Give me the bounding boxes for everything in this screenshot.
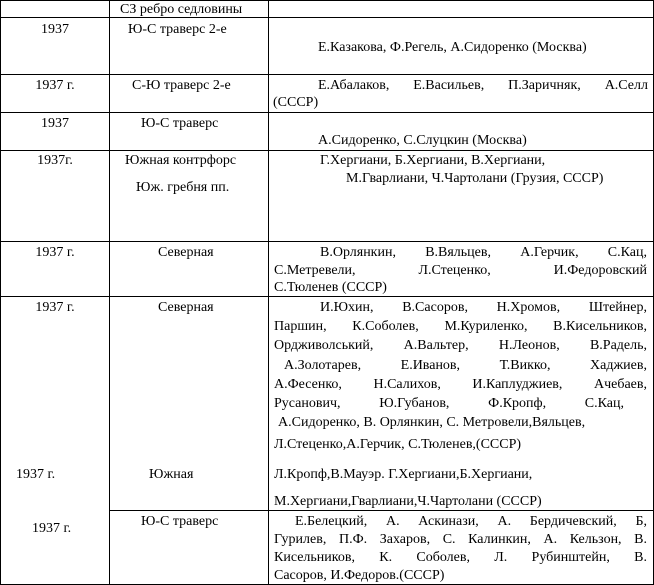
row-divider: [0, 17, 654, 18]
row-divider: [0, 241, 654, 242]
row-route: Северная: [158, 300, 214, 315]
row-participants: Е.Белецкий, А. Аскинази, А. Бердичевский, Б,: [295, 514, 647, 529]
row-participants: Русанович, Ю.Губанов, Ф.Кропф, С.Кац,: [274, 396, 624, 411]
row-participants: А.Золотарев, Е.Иванов, Т.Викко, Хаджиев,: [284, 358, 647, 373]
row-participants: А.Фесенко, Н.Салихов, И.Каплуджиев, Ачебаев,: [274, 377, 647, 392]
row-divider: [0, 150, 654, 151]
row-year: 1937 г.: [35, 245, 75, 260]
table-border-left: [0, 0, 1, 585]
row-year: 1937 г.: [16, 467, 56, 482]
row-participants: Л.Кропф,В.Мауэр. Г.Хергиани,Б.Хергиани,: [274, 467, 533, 482]
row-route: Ю-С траверс 2-е: [128, 22, 227, 37]
row-divider: [0, 74, 654, 75]
row-route: С-Ю траверс 2-е: [132, 78, 231, 93]
row-participants: (СССР): [273, 95, 319, 110]
table-border-top: [0, 0, 654, 1]
row-participants: С.Тюленев (СССР): [274, 280, 387, 295]
header-fragment: СЗ ребро седловины: [120, 2, 243, 17]
row-year: 1937г.: [37, 153, 73, 168]
row-year: 1937 г.: [35, 78, 75, 93]
row-participants: А.Сидоренко, В. Орлянкин, С. Метровели,Вяльцев,: [278, 415, 586, 430]
column-divider: [109, 0, 110, 585]
column-divider: [268, 0, 269, 585]
row-route: Ю-С траверс: [141, 514, 219, 529]
row-participants: Гурилев, П.Ф. Захаров, С. Калинкин, А. Кельзон, В.: [274, 532, 647, 547]
row-participants: Л.Стеценко,А.Герчик, С.Тюленев,(СССР): [274, 437, 522, 452]
row-participants: Е.Казакова, Ф.Регель, А.Сидоренко (Москва): [318, 40, 587, 55]
row-year: 1937: [41, 22, 69, 37]
row-participants: М.Хергиани,Гварлиани,Ч.Чартолани (СССР): [274, 494, 542, 509]
row-participants: В.Орлянкин, В.Вяльцев, А.Герчик, С.Кац,: [320, 245, 647, 260]
row-route: Южная: [149, 467, 194, 482]
row-route: Северная: [158, 245, 214, 260]
row-participants: И.Юхин, В.Сасоров, Н.Хромов, Штейнер,: [320, 300, 647, 315]
row-participants: Сасоров, И.Федоров.(СССР): [274, 568, 445, 583]
row-route: Ю-С траверс: [141, 116, 219, 131]
row-route: Юж. гребня пп.: [136, 180, 230, 195]
row-participants: Г.Хергиани, Б.Хергиани, В.Хергиани,: [320, 153, 546, 168]
row-route: Южная контрфорс: [125, 153, 237, 168]
row-year: 1937 г.: [35, 300, 75, 315]
row-participants: Ордживолський, А.Вальтер, Н.Леонов, В.Радель,: [274, 338, 647, 353]
row-divider: [0, 112, 654, 113]
row-year: 1937 г.: [32, 521, 72, 536]
row-participants: А.Сидоренко, С.Слуцкин (Москва): [318, 133, 527, 148]
row-participants: Е.Абалаков, Е.Васильев, П.Заричняк, А.Селл: [318, 78, 648, 93]
row-participants: М.Гварлиани, Ч.Чартолани (Грузия, СССР): [346, 171, 604, 186]
row-participants: Паршин, К.Соболев, М.Куриленко, В.Кисельников,: [274, 319, 647, 334]
row-participants: Кисельников, К. Соболев, Л. Рубинштейн, В.: [274, 550, 647, 565]
row-year: 1937: [41, 116, 69, 131]
row-participants: С.Метревели, Л.Стеценко, И.Федоровский: [274, 263, 647, 278]
